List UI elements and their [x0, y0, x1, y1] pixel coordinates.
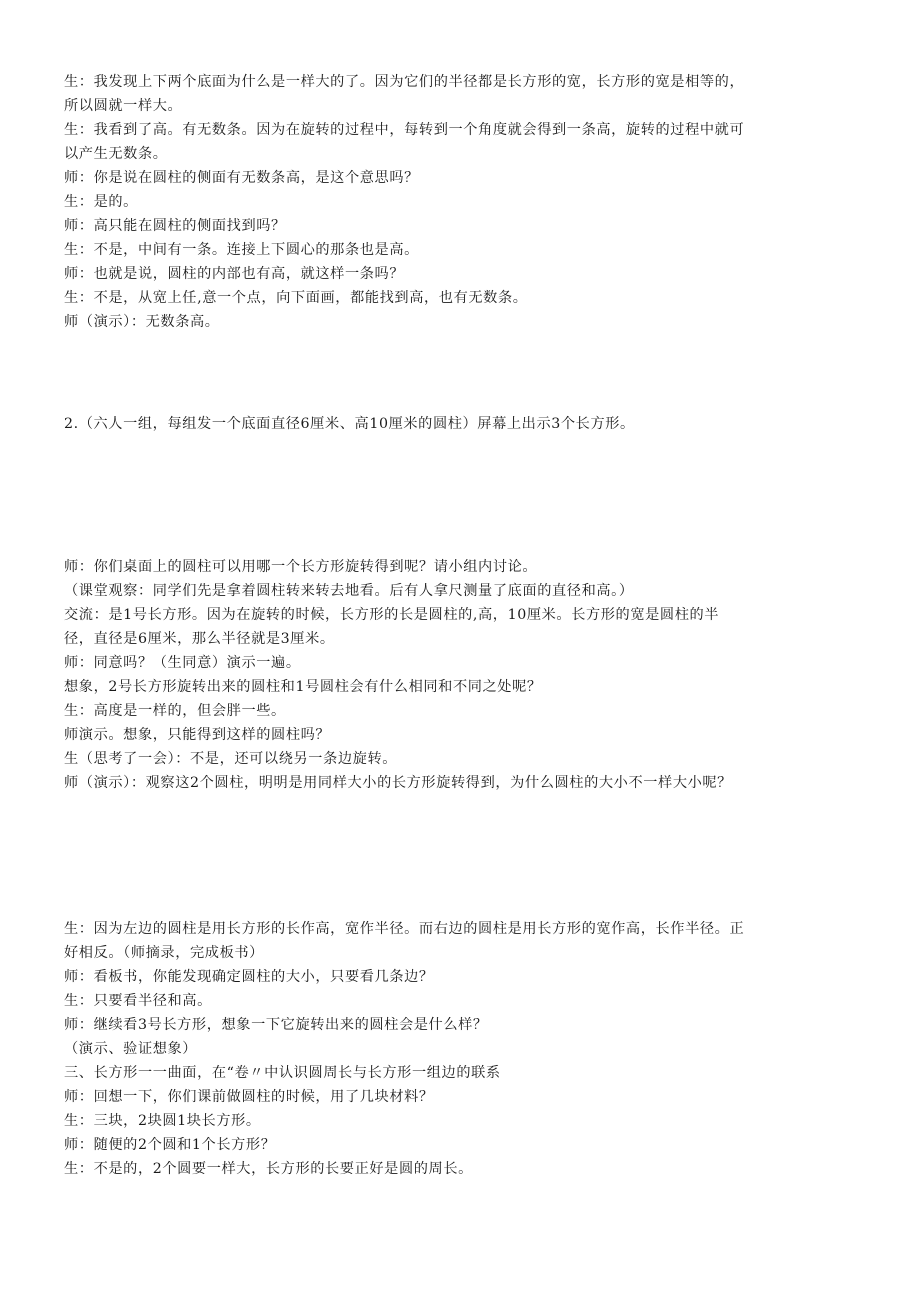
text-line: 生：不是的，2个圆要一样大，长方形的长要正好是圆的周长。: [64, 1161, 473, 1177]
text-line: （课堂观察：同学们先是拿着圆柱转来转去地看。后有人拿尺测量了底面的直径和高。）: [64, 583, 634, 599]
text-line: 生（思考了一会）：不是，还可以绕另一条边旋转。: [64, 751, 398, 767]
text-line: 交流：是1号长方形。因为在旋转的时候，长方形的长是圆柱的,高，10厘米。长方形的宽是圆柱的半: [64, 607, 720, 623]
text-line: 好相反。（师摘录，完成板书）: [64, 945, 264, 961]
text-line: 师：随便的2个圆和1个长方形？: [64, 1137, 276, 1153]
text-line: 以产生无数条。: [64, 146, 168, 162]
text-line: 生：是的。: [64, 194, 138, 210]
text-line: 师：你们桌面上的圆柱可以用哪一个长方形旋转得到呢？请小组内讨论。: [64, 559, 538, 575]
text-line: 师：同意吗？（生同意）演示一遍。: [64, 655, 301, 671]
text-line: 师：也就是说，圆柱的内部也有高，就这样一条吗？: [64, 266, 405, 282]
text-line: 径，直径是6厘米，那么半径就是3厘米。: [64, 631, 335, 647]
text-line: 师：继续看3号长方形，想象一下它旋转出来的圆柱会是什么样？: [64, 1017, 488, 1033]
text-line: 生：只要看半径和高。: [64, 993, 212, 1009]
text-line: 师（演示）：无数条高。: [64, 314, 220, 330]
text-line: 生：高度是一样的，但会胖一些。: [64, 703, 286, 719]
text-line: 生：我发现上下两个底面为什么是一样大的了。因为它们的半径都是长方形的宽，长方形的宽是相等的，: [64, 74, 745, 90]
text-line: 师：看板书，你能发现确定圆柱的大小，只要看几条边？: [64, 969, 434, 985]
text-line: 师：回想一下，你们课前做圆柱的时候，用了几块材料？: [64, 1089, 434, 1105]
text-line: 想象，2号长方形旋转出来的圆柱和1号圆柱会有什么相同和不同之处呢？: [64, 679, 542, 695]
text-line: （演示、验证想象）: [64, 1041, 198, 1057]
text-line: 师演示。想象，只能得到这样的圆柱吗？: [64, 727, 331, 743]
text-line: 师：高只能在圆柱的侧面找到吗？: [64, 218, 286, 234]
text-line: 师：你是说在圆柱的侧面有无数条高，是这个意思吗？: [64, 170, 419, 186]
section-heading: 2.（六人一组，每组发一个底面直径6厘米、高10厘米的圆柱）屏幕上出示3个长方形。: [64, 416, 635, 432]
text-line: 生：不是，从宽上任,意一个点，向下面画，都能找到高，也有无数条。: [64, 290, 528, 306]
text-line: 所以圆就一样大。: [64, 98, 183, 114]
section-heading: 三、长方形一一曲面，在“卷〃中认识圆周长与长方形一组边的联系: [64, 1065, 501, 1081]
text-line: 师（演示）：观察这2个圆柱，明明是用同样大小的长方形旋转得到，为什么圆柱的大小不一样大小呢？: [64, 775, 732, 791]
text-line: 生：因为左边的圆柱是用长方形的长作高，宽作半径。而右边的圆柱是用长方形的宽作高，长作半径。正: [64, 921, 745, 937]
text-line: 生：三块，2块圆1块长方形。: [64, 1113, 261, 1129]
text-line: 生：不是，中间有一条。连接上下圆心的那条也是高。: [64, 242, 419, 258]
text-line: 生：我看到了高。有无数条。因为在旋转的过程中，每转到一个角度就会得到一条高，旋转的过程中就可: [64, 122, 745, 138]
